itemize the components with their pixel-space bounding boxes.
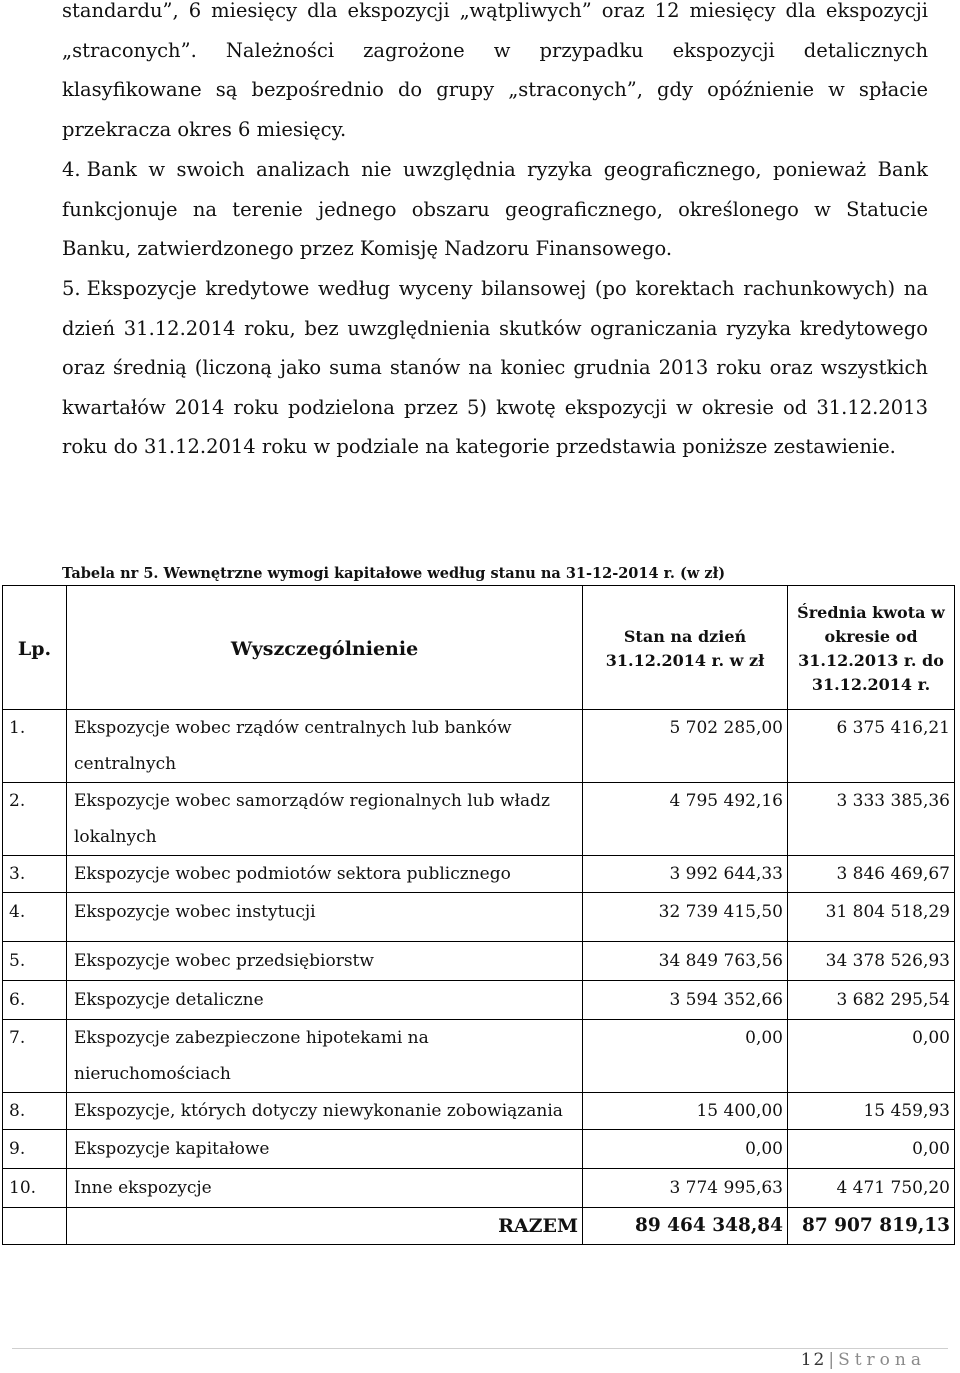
table-caption: Tabela nr 5. Wewnętrzne wymogi kapitałowe według stanu na 31-12-2014 r. (w zł) (62, 565, 726, 582)
row-stan: 34 849 763,56 (583, 942, 788, 981)
total-srednia: 87 907 819,13 (788, 1208, 955, 1245)
paragraph-continuation: standardu”, 6 miesięcy dla ekspozycji „wątpliwych” oraz 12 miesięcy dla ekspozycji „straconych”. Należności zagrożone w przypadku ekspozycji detalicznych klasyfikowane są bezpośrednio do grupy „straconych”, gdy opóźnienie w spłacie przekracza okres 6 miesięcy. (62, 0, 928, 141)
page-footer (801, 1350, 926, 1370)
row-srednia: 31 804 518,29 (788, 893, 955, 942)
table-row (3, 783, 955, 856)
row-stan: 32 739 415,50 (583, 893, 788, 942)
page-word: Strona (838, 1350, 926, 1370)
table-header-row (3, 586, 955, 710)
row-name: Ekspozycje kapitałowe (67, 1130, 583, 1169)
row-stan: 15 400,00 (583, 1093, 788, 1130)
row-lp: 5. (3, 942, 67, 981)
table-row (3, 1130, 955, 1169)
row-name: Ekspozycje wobec instytucji (67, 893, 583, 942)
row-srednia: 0,00 (788, 1130, 955, 1169)
row-lp: 3. (3, 856, 67, 893)
row-lp: 8. (3, 1093, 67, 1130)
paragraph-5-number: 5. (62, 277, 81, 300)
row-srednia: 6 375 416,21 (788, 710, 955, 783)
paragraph-4-text: Bank w swoich analizach nie uwzględnia ryzyka geograficznego, ponieważ Bank funkcjonuje na terenie jednego obszaru geograficznego, określonego w Statucie Banku, zatwierdzonego przez Komisję Nadzoru Finansowego. (62, 158, 928, 260)
page-number: 12 (800, 1350, 827, 1370)
row-srednia: 4 471 750,20 (788, 1169, 955, 1208)
paragraph-4 (62, 150, 928, 269)
row-lp: 4. (3, 893, 67, 942)
header-stan: Stan na dzień 31.12.2014 r. w zł (583, 586, 788, 710)
row-srednia: 3 682 295,54 (788, 981, 955, 1020)
row-name: Ekspozycje wobec rządów centralnych lub banków centralnych (67, 710, 583, 783)
row-lp: 1. (3, 710, 67, 783)
total-label: RAZEM (67, 1208, 583, 1245)
row-name: Ekspozycje wobec przedsiębiorstw (67, 942, 583, 981)
table-total-row (3, 1208, 955, 1245)
row-name: Ekspozycje detaliczne (67, 981, 583, 1020)
table-row (3, 1169, 955, 1208)
table-row (3, 981, 955, 1020)
row-srednia: 3 333 385,36 (788, 783, 955, 856)
paragraph-5-text: Ekspozycje kredytowe według wyceny bilansowej (po korektach rachunkowych) na dzień 31.12.2014 roku, bez uwzględnienia skutków ograniczania ryzyka kredytowego oraz średnią (liczoną jako suma stanów na koniec grudnia 2013 roku oraz wszystkich kwartałów 2014 roku podzielona przez 5) kwotę ekspozycji w okresie od 31.12.2013 roku do 31.12.2014 roku w podziale na kategorie przedstawia poniższe zestawienie. (62, 277, 928, 458)
row-stan: 3 774 995,63 (583, 1169, 788, 1208)
row-lp: 2. (3, 783, 67, 856)
row-srednia: 15 459,93 (788, 1093, 955, 1130)
row-lp: 10. (3, 1169, 67, 1208)
row-stan: 3 992 644,33 (583, 856, 788, 893)
row-name: Ekspozycje wobec samorządów regionalnych lub władz lokalnych (67, 783, 583, 856)
header-lp: Lp. (3, 586, 67, 710)
row-name: Ekspozycje zabezpieczone hipotekami na nieruchomościach (67, 1020, 583, 1093)
row-stan: 5 702 285,00 (583, 710, 788, 783)
row-srednia: 0,00 (788, 1020, 955, 1093)
row-stan: 0,00 (583, 1020, 788, 1093)
row-name: Ekspozycje wobec podmiotów sektora publicznego (67, 856, 583, 893)
footer-separator: | (828, 1350, 835, 1370)
table-row (3, 893, 955, 942)
row-lp: 7. (3, 1020, 67, 1093)
total-stan: 89 464 348,84 (583, 1208, 788, 1245)
table-row (3, 1093, 955, 1130)
row-stan: 3 594 352,66 (583, 981, 788, 1020)
row-name: Ekspozycje, których dotyczy niewykonanie zobowiązania (67, 1093, 583, 1130)
row-stan: 4 795 492,16 (583, 783, 788, 856)
exposure-table (2, 585, 955, 1245)
header-name: Wyszczególnienie (67, 586, 583, 710)
table-row (3, 942, 955, 981)
table-row (3, 1020, 955, 1093)
header-srednia: Średnia kwota w okresie od 31.12.2013 r. do 31.12.2014 r. (788, 586, 955, 710)
row-lp: 6. (3, 981, 67, 1020)
table-row (3, 856, 955, 893)
row-lp: 9. (3, 1130, 67, 1169)
paragraph-5 (62, 269, 928, 467)
row-srednia: 3 846 469,67 (788, 856, 955, 893)
row-stan: 0,00 (583, 1130, 788, 1169)
row-name: Inne ekspozycje (67, 1169, 583, 1208)
footer-divider (12, 1348, 948, 1349)
table-row (3, 710, 955, 783)
row-srednia: 34 378 526,93 (788, 942, 955, 981)
total-lp-empty (3, 1208, 67, 1245)
paragraph-4-number: 4. (62, 158, 81, 181)
